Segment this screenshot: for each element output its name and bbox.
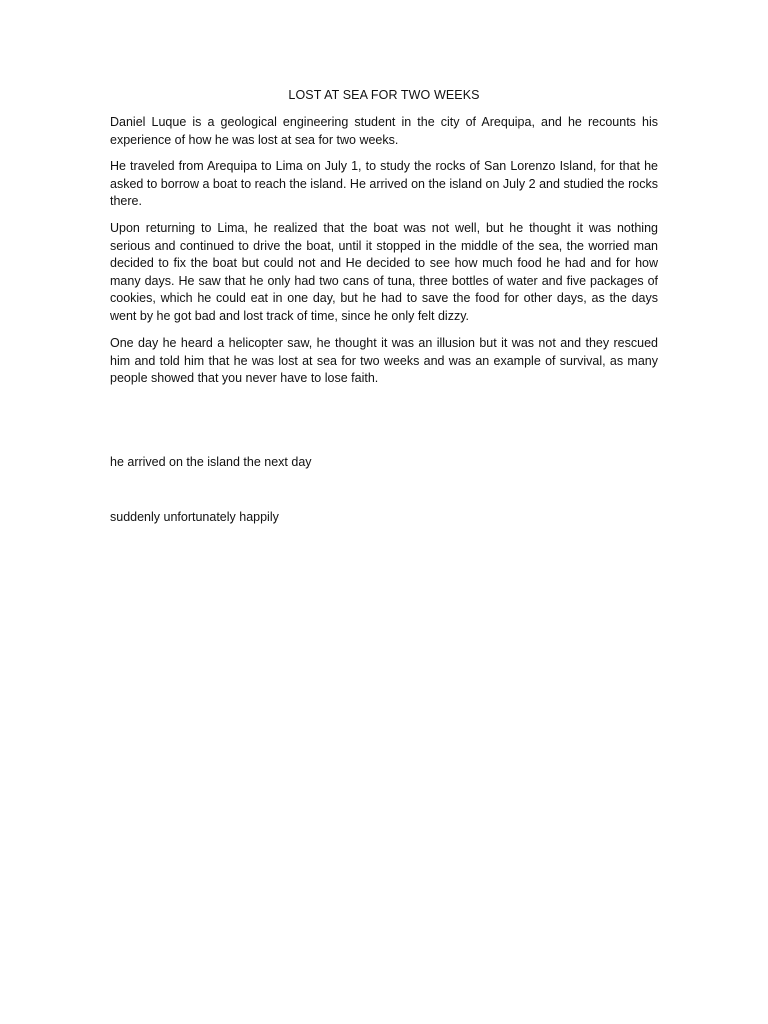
paragraph-rescue: One day he heard a helicopter saw, he thought it was an illusion but it was not and they rescued him and told him that he was lost at sea for two weeks and was an example of survival, as many people showed that you never have to lose faith. <box>110 336 658 385</box>
document-title: LOST AT SEA FOR TWO WEEKS <box>288 88 480 102</box>
paragraph-travel: He traveled from Arequipa to Lima on July 1, to study the rocks of San Lorenzo Island, for that he asked to borrow a boat to reach the island. He arrived on the island on July 2 and studied the rocks there. <box>110 159 658 208</box>
paragraph-adrift: Upon returning to Lima, he realized that the boat was not well, but he thought it was nothing serious and continued to drive the boat, until it stopped in the middle of the sea, the worried man decided to fix the boat but could not and He decided to see how much food he had and for how many days. He saw that he only had two cans of tuna, three bottles of water and five packages of cookies, which he could eat in one day, but he had to save the food for other days, as the days went by he got bad and lost track of time, since he only felt dizzy. <box>110 221 658 323</box>
note-next-day: he arrived on the island the next day <box>110 455 312 469</box>
note-connectors: suddenly unfortunately happily <box>110 510 279 524</box>
paragraph-intro: Daniel Luque is a geological engineering student in the city of Arequipa, and he recounts his experience of how he was lost at sea for two weeks. <box>110 115 658 147</box>
